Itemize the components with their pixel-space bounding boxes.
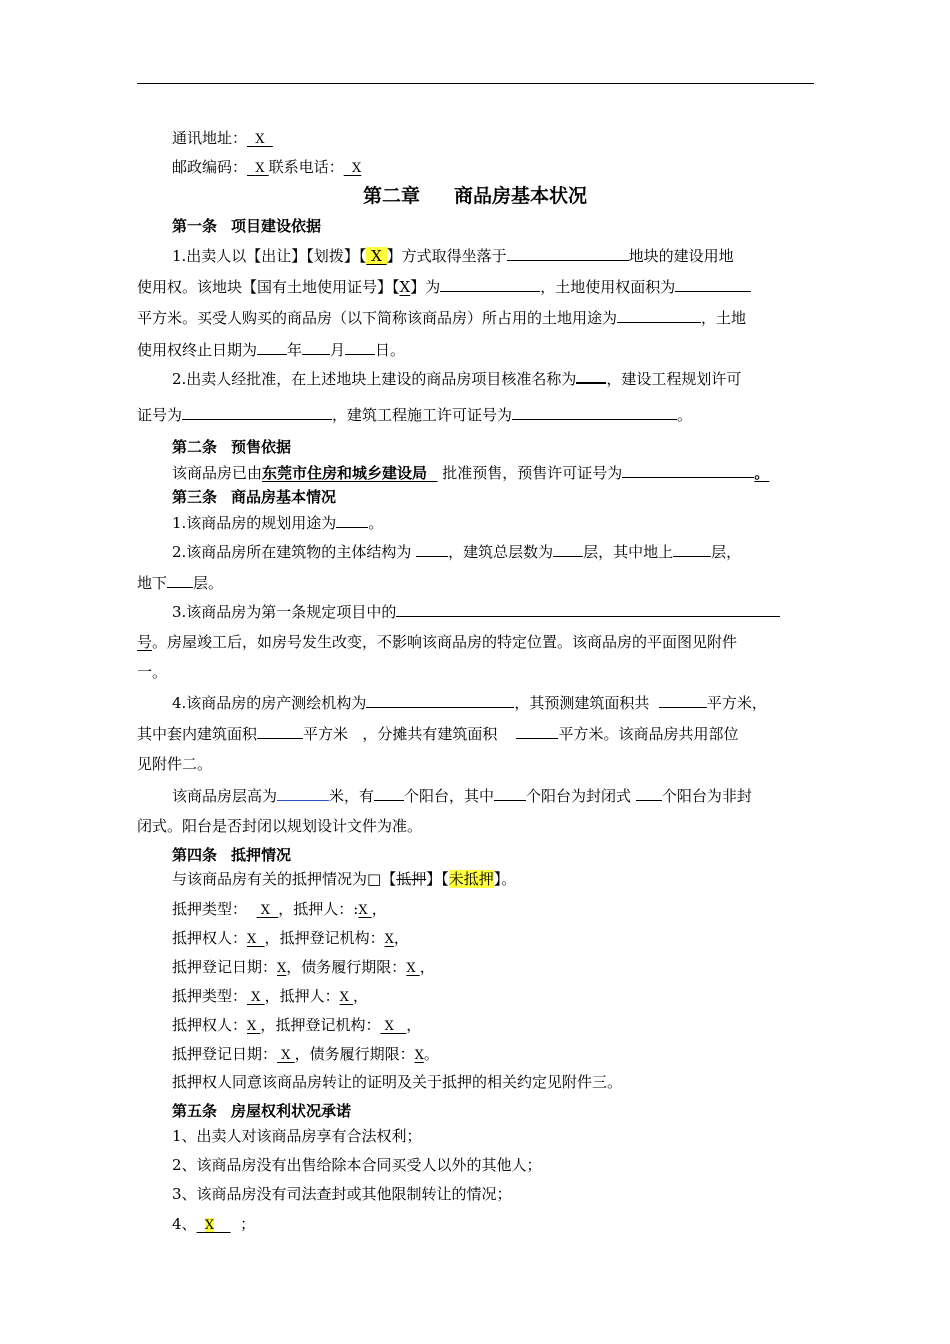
mortgage-row-2: 抵押权人：X ，抵押登记机构：X， xyxy=(172,929,409,947)
art1-p1-line2: 使用权。该地块【国有土地使用证号】【X】为 ，土地使用权面积为 xyxy=(137,276,751,297)
art4-status-line: 与该商品房有关的抵押情况为□【抵押】【未抵押】。 xyxy=(172,870,517,888)
art1-p1-line1: 1.出卖人以【出让】【划拨】【 X 】方式取得坐落于 地块的建设用地 xyxy=(172,247,734,265)
art5-item-2: 2、该商品房没有出售给除本合同买受人以外的其他人； xyxy=(172,1156,542,1174)
postcode-phone-line xyxy=(172,157,361,179)
art3-p4-line3: 见附件二。 xyxy=(137,755,213,773)
postcode-value: X xyxy=(255,161,265,176)
article-5-heading: 第五条 房屋权利状况承诺 xyxy=(172,1102,352,1120)
art3-p2-line2: 地下 层。 xyxy=(137,574,224,592)
art1-p1-line4: 使用权终止日期为 年 月 日。 xyxy=(137,341,406,359)
approving-authority: 东莞市住房和城乡建设局 xyxy=(262,464,428,482)
art3-p4-line2: 其中套内建筑面积 平方米 ，分摊共有建筑面积 平方米。该商品房共用部位 xyxy=(137,725,739,743)
header-rule xyxy=(137,83,814,84)
art2-paragraph: 该商品房已由东莞市住房和城乡建设局 批准预售，预售许可证号为 。 xyxy=(172,464,770,482)
chapter-title: 第二章 商品房基本状况 xyxy=(362,185,588,207)
art1-p2-line2: 证号为 ，建筑工程施工许可证号为 。 xyxy=(137,406,693,424)
address-label: 通讯地址： xyxy=(172,129,248,147)
article-1-heading: 第一条 项目建设依据 xyxy=(172,217,322,235)
option-mortgaged: 抵押 xyxy=(396,870,427,888)
art3-p1: 1.该商品房的规划用途为 。 xyxy=(172,514,384,532)
phone-value: X xyxy=(351,161,362,176)
article-3-heading: 第三条 商品房基本情况 xyxy=(172,488,337,506)
art5-item-1: 1、出卖人对该商品房享有合法权利； xyxy=(172,1127,422,1145)
mortgage-row-5: 抵押权人：X ，抵押登记机构： X ， xyxy=(172,1016,422,1034)
mortgage-row-3: 抵押登记日期：X，债务履行期限：X ， xyxy=(172,958,435,976)
postcode-label: 邮政编码： xyxy=(172,158,248,176)
art5-item-4: 4、 X ； xyxy=(172,1215,256,1233)
mortgage-row-4: 抵押类型： X ，抵押人：X ， xyxy=(172,987,369,1005)
article-4-heading: 第四条 抵押情况 xyxy=(172,846,292,864)
art1-p2-line1: 2.出卖人经批准，在上述地块上建设的商品房项目核准名称为 ，建设工程规划许可 xyxy=(172,367,741,389)
art3-p5-line2: 闭式。阳台是否封闭以规划设计文件为准。 xyxy=(137,817,423,835)
phone-label: 联系电话： xyxy=(268,158,344,176)
art3-p5-line1: 该商品房层高为 米，有 个阳台，其中 个阳台为封闭式 个阳台为非封 xyxy=(172,787,752,805)
land-method-value: X xyxy=(366,247,386,265)
art3-p4-line1: 4.该商品房的房产测绘机构为 ，其预测建筑面积共 平方米， xyxy=(172,694,767,712)
address-value: X xyxy=(255,132,265,147)
option-not-mortgaged: 未抵押 xyxy=(448,870,494,888)
art3-p3-line1: 3.该商品房为第一条规定项目中的 xyxy=(172,601,780,622)
art3-p3-line2: 号。房屋竣工后，如房号发生改变，不影响该商品房的特定位置。该商品房的平面图见附件 xyxy=(137,633,738,651)
article-2-heading: 第二条 预售依据 xyxy=(172,438,292,456)
mortgage-row-6: 抵押登记日期： X ，债务履行期限：X。 xyxy=(172,1045,439,1063)
address-line xyxy=(172,128,273,150)
art4-note: 抵押权人同意该商品房转让的证明及关于抵押的相关约定见附件三。 xyxy=(172,1073,623,1091)
art5-item-3: 3、该商品房没有司法查封或其他限制转让的情况； xyxy=(172,1185,512,1203)
art1-p1-line3: 平方米。买受人购买的商品房（以下简称该商品房）所占用的土地用途为 ，土地 xyxy=(137,309,747,327)
checkbox-icon: □ xyxy=(367,870,382,888)
mortgage-row-1: 抵押类型： X ，抵押人：:X ， xyxy=(172,900,387,918)
art3-p2-line1: 2.该商品房所在建筑物的主体结构为 ，建筑总层数为 层，其中地上 层， xyxy=(172,543,742,561)
art3-p3-line3: 一。 xyxy=(137,663,168,681)
